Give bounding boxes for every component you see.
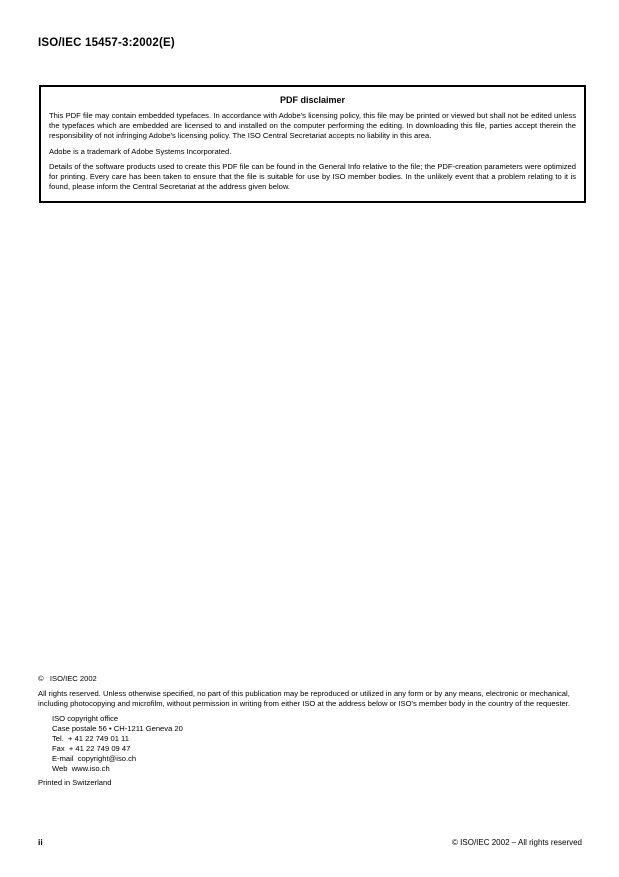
- address-line-postal: Case postale 56 • CH-1211 Geneva 20: [52, 723, 183, 733]
- pdf-disclaimer-box: [39, 85, 586, 203]
- document-reference: ISO/IEC 15457-3:2002(E): [38, 37, 175, 49]
- copyright-section: [38, 674, 582, 788]
- page-number: ii: [38, 837, 43, 847]
- page-footer: [38, 837, 582, 847]
- address-line-web: Web www.iso.ch: [52, 763, 110, 773]
- footer-copyright: © ISO/IEC 2002 – All rights reserved: [452, 838, 582, 847]
- disclaimer-paragraph-2: Adobe is a trademark of Adobe Systems Incorporated.: [49, 146, 232, 156]
- address-line-fax: Fax + 41 22 749 09 47: [52, 743, 131, 753]
- rights-statement: All rights reserved. Unless otherwise specified, no part of this publication may be reproduced or utilized in any form or by any means, electronic or mechanical, including photocopying and microfilm, without permission in writing from either ISO at the address below or ISO's member body in the country of the requester.: [38, 689, 571, 709]
- address-line-tel: Tel. + 41 22 749 01 11: [52, 733, 129, 743]
- address-line-email: E-mail copyright@iso.ch: [52, 753, 137, 763]
- iso-address-block: [52, 714, 582, 774]
- address-line-office: ISO copyright office: [52, 713, 119, 723]
- printed-in-line: Printed in Switzerland: [38, 778, 112, 788]
- copyright-line: © ISO/IEC 2002: [38, 674, 97, 683]
- disclaimer-paragraph-1: This PDF file may contain embedded typefaces. In accordance with Adobe's licensing policy, this file may be printed or viewed but shall not be edited unless the typefaces which are embedded are licensed to and installed on the computer performing the editing. In downloading this file, parties accept therein the responsibility of not infringing Adobe's licensing policy. The ISO Central Secretariat accepts no liability in this area.: [49, 111, 576, 140]
- disclaimer-paragraph-3: Details of the software products used to create this PDF file can be found in the General Info relative to the file; the PDF-creation parameters were optimized for printing. Every care has been taken to ensure that the file is suitable for use by ISO member bodies. In the unlikely event that a problem relating to it is found, please inform the Central Secretariat at the address given below.: [49, 162, 576, 191]
- disclaimer-title: PDF disclaimer: [279, 95, 346, 105]
